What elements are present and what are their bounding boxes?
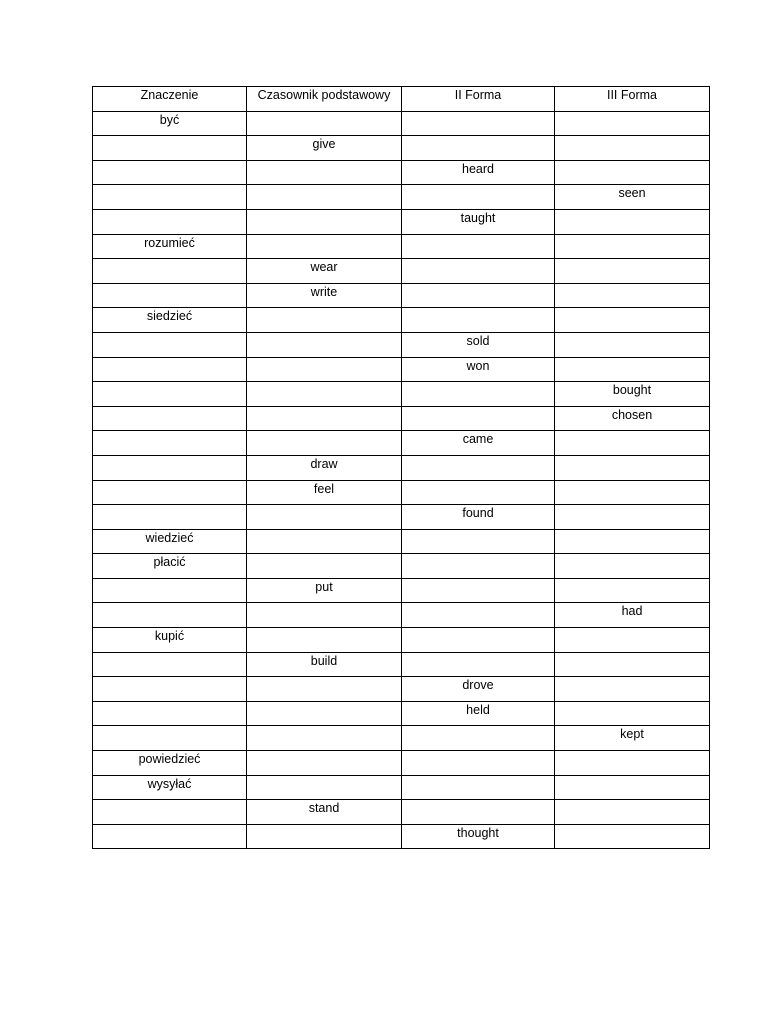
- cell-czasownik-podstawowy: [247, 357, 402, 382]
- cell-ii-forma: [402, 308, 555, 333]
- cell-czasownik-podstawowy: [247, 111, 402, 136]
- cell-znaczenie: [93, 480, 247, 505]
- cell-iii-forma: [555, 652, 710, 677]
- irregular-verbs-table: [92, 86, 710, 849]
- cell-iii-forma: [555, 800, 710, 825]
- table-row: [93, 160, 710, 185]
- cell-czasownik-podstawowy: [247, 505, 402, 530]
- cell-ii-forma: sold: [402, 332, 555, 357]
- cell-iii-forma: chosen: [555, 406, 710, 431]
- cell-ii-forma: [402, 800, 555, 825]
- cell-czasownik-podstawowy: [247, 160, 402, 185]
- cell-iii-forma: bought: [555, 382, 710, 407]
- cell-znaczenie: powiedzieć: [93, 751, 247, 776]
- table-row: [93, 529, 710, 554]
- header-znaczenie: Znaczenie: [93, 87, 247, 112]
- cell-iii-forma: kept: [555, 726, 710, 751]
- cell-znaczenie: [93, 701, 247, 726]
- cell-znaczenie: [93, 800, 247, 825]
- cell-znaczenie: wysyłać: [93, 775, 247, 800]
- table-row: [93, 308, 710, 333]
- table-row: [93, 578, 710, 603]
- cell-czasownik-podstawowy: [247, 308, 402, 333]
- cell-iii-forma: [555, 431, 710, 456]
- cell-ii-forma: [402, 726, 555, 751]
- table-row: [93, 677, 710, 702]
- cell-znaczenie: [93, 136, 247, 161]
- cell-znaczenie: [93, 406, 247, 431]
- cell-znaczenie: [93, 505, 247, 530]
- cell-znaczenie: [93, 185, 247, 210]
- cell-iii-forma: [555, 775, 710, 800]
- cell-ii-forma: [402, 185, 555, 210]
- header-ii-forma: II Forma: [402, 87, 555, 112]
- cell-znaczenie: rozumieć: [93, 234, 247, 259]
- cell-czasownik-podstawowy: [247, 406, 402, 431]
- cell-znaczenie: wiedzieć: [93, 529, 247, 554]
- table-row: [93, 136, 710, 161]
- cell-ii-forma: [402, 578, 555, 603]
- cell-ii-forma: found: [402, 505, 555, 530]
- cell-iii-forma: [555, 136, 710, 161]
- cell-czasownik-podstawowy: [247, 431, 402, 456]
- cell-iii-forma: [555, 209, 710, 234]
- cell-ii-forma: [402, 382, 555, 407]
- cell-czasownik-podstawowy: [247, 554, 402, 579]
- cell-znaczenie: [93, 382, 247, 407]
- cell-czasownik-podstawowy: wear: [247, 259, 402, 284]
- table-row: [93, 185, 710, 210]
- cell-znaczenie: [93, 160, 247, 185]
- cell-czasownik-podstawowy: [247, 628, 402, 653]
- table-row: [93, 505, 710, 530]
- cell-czasownik-podstawowy: give: [247, 136, 402, 161]
- cell-iii-forma: [555, 259, 710, 284]
- table-row: [93, 259, 710, 284]
- table-row: [93, 800, 710, 825]
- table-row: [93, 751, 710, 776]
- cell-znaczenie: kupić: [93, 628, 247, 653]
- table-row: [93, 357, 710, 382]
- cell-znaczenie: być: [93, 111, 247, 136]
- table-row: [93, 603, 710, 628]
- cell-znaczenie: [93, 357, 247, 382]
- table-row: [93, 480, 710, 505]
- cell-ii-forma: [402, 259, 555, 284]
- cell-czasownik-podstawowy: [247, 824, 402, 849]
- table-row: [93, 824, 710, 849]
- cell-znaczenie: siedzieć: [93, 308, 247, 333]
- cell-ii-forma: [402, 111, 555, 136]
- cell-czasownik-podstawowy: [247, 234, 402, 259]
- cell-iii-forma: [555, 554, 710, 579]
- table-row: [93, 455, 710, 480]
- cell-znaczenie: [93, 455, 247, 480]
- cell-znaczenie: [93, 824, 247, 849]
- cell-znaczenie: [93, 209, 247, 234]
- cell-czasownik-podstawowy: [247, 185, 402, 210]
- cell-ii-forma: [402, 136, 555, 161]
- cell-znaczenie: [93, 603, 247, 628]
- cell-czasownik-podstawowy: draw: [247, 455, 402, 480]
- cell-ii-forma: [402, 775, 555, 800]
- cell-iii-forma: [555, 505, 710, 530]
- table-row: [93, 209, 710, 234]
- table-header-row: [93, 87, 710, 112]
- table-row: [93, 332, 710, 357]
- cell-ii-forma: [402, 480, 555, 505]
- cell-iii-forma: [555, 578, 710, 603]
- cell-czasownik-podstawowy: [247, 603, 402, 628]
- cell-iii-forma: [555, 529, 710, 554]
- cell-iii-forma: seen: [555, 185, 710, 210]
- cell-ii-forma: held: [402, 701, 555, 726]
- cell-czasownik-podstawowy: write: [247, 283, 402, 308]
- cell-iii-forma: [555, 701, 710, 726]
- cell-ii-forma: heard: [402, 160, 555, 185]
- cell-znaczenie: [93, 726, 247, 751]
- cell-iii-forma: [555, 160, 710, 185]
- cell-znaczenie: [93, 677, 247, 702]
- cell-iii-forma: [555, 332, 710, 357]
- table-row: [93, 111, 710, 136]
- cell-czasownik-podstawowy: [247, 382, 402, 407]
- cell-iii-forma: [555, 234, 710, 259]
- cell-znaczenie: [93, 332, 247, 357]
- cell-ii-forma: taught: [402, 209, 555, 234]
- header-czasownik-podstawowy: Czasownik podstawowy: [247, 87, 402, 112]
- cell-czasownik-podstawowy: build: [247, 652, 402, 677]
- cell-znaczenie: [93, 259, 247, 284]
- cell-ii-forma: [402, 234, 555, 259]
- cell-iii-forma: [555, 824, 710, 849]
- cell-iii-forma: [555, 480, 710, 505]
- cell-znaczenie: płacić: [93, 554, 247, 579]
- header-iii-forma: III Forma: [555, 87, 710, 112]
- cell-ii-forma: [402, 652, 555, 677]
- table-body: [93, 111, 710, 849]
- table-row: [93, 431, 710, 456]
- cell-znaczenie: [93, 431, 247, 456]
- cell-czasownik-podstawowy: [247, 529, 402, 554]
- table-row: [93, 628, 710, 653]
- cell-ii-forma: [402, 406, 555, 431]
- table-row: [93, 382, 710, 407]
- table-row: [93, 652, 710, 677]
- cell-ii-forma: drove: [402, 677, 555, 702]
- table-row: [93, 283, 710, 308]
- cell-ii-forma: [402, 603, 555, 628]
- cell-czasownik-podstawowy: [247, 209, 402, 234]
- cell-czasownik-podstawowy: [247, 726, 402, 751]
- cell-znaczenie: [93, 578, 247, 603]
- cell-iii-forma: [555, 111, 710, 136]
- cell-iii-forma: [555, 677, 710, 702]
- cell-ii-forma: [402, 554, 555, 579]
- table-row: [93, 775, 710, 800]
- cell-iii-forma: had: [555, 603, 710, 628]
- cell-czasownik-podstawowy: put: [247, 578, 402, 603]
- cell-ii-forma: [402, 283, 555, 308]
- cell-czasownik-podstawowy: [247, 677, 402, 702]
- cell-czasownik-podstawowy: [247, 775, 402, 800]
- table-row: [93, 406, 710, 431]
- cell-znaczenie: [93, 283, 247, 308]
- cell-ii-forma: [402, 628, 555, 653]
- cell-znaczenie: [93, 652, 247, 677]
- cell-ii-forma: thought: [402, 824, 555, 849]
- table-row: [93, 234, 710, 259]
- cell-czasownik-podstawowy: stand: [247, 800, 402, 825]
- cell-ii-forma: [402, 455, 555, 480]
- cell-czasownik-podstawowy: [247, 751, 402, 776]
- table-row: [93, 701, 710, 726]
- cell-ii-forma: came: [402, 431, 555, 456]
- cell-czasownik-podstawowy: [247, 332, 402, 357]
- cell-ii-forma: [402, 751, 555, 776]
- cell-ii-forma: [402, 529, 555, 554]
- cell-iii-forma: [555, 455, 710, 480]
- cell-iii-forma: [555, 357, 710, 382]
- cell-iii-forma: [555, 283, 710, 308]
- cell-czasownik-podstawowy: [247, 701, 402, 726]
- table-row: [93, 726, 710, 751]
- cell-iii-forma: [555, 751, 710, 776]
- cell-czasownik-podstawowy: feel: [247, 480, 402, 505]
- cell-iii-forma: [555, 628, 710, 653]
- cell-ii-forma: won: [402, 357, 555, 382]
- cell-iii-forma: [555, 308, 710, 333]
- table-row: [93, 554, 710, 579]
